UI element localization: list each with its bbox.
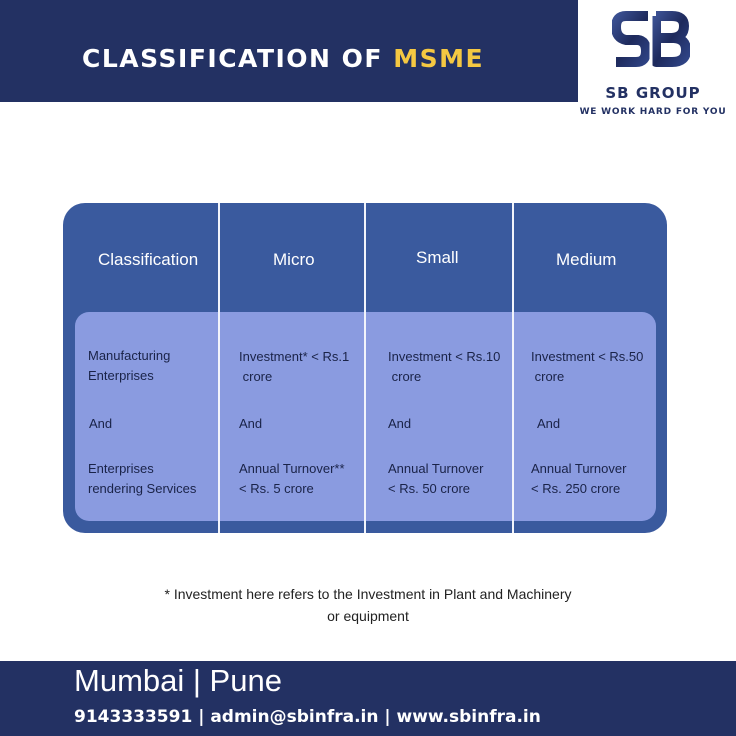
header-micro: Micro <box>273 250 315 269</box>
cell-line: Annual Turnover <box>531 461 627 476</box>
footnote <box>0 583 736 627</box>
footnote-line: * Investment here refers to the Investment in Plant and Machinery <box>164 586 572 602</box>
cell-small-row2: And <box>388 416 412 431</box>
column-divider <box>364 203 366 533</box>
cell-line: Annual Turnover <box>388 461 484 476</box>
cell-line: Manufacturing <box>88 348 171 363</box>
footer-contact: 9143333591 | admin@sbinfra.in | www.sbinfra.in <box>74 707 541 727</box>
cell-line: Investment < Rs.50 <box>531 349 644 364</box>
footer-cities: Mumbai | Pune <box>74 663 282 698</box>
cell-micro-row2: And <box>239 416 263 431</box>
cell-micro-row3 <box>239 459 345 499</box>
cell-micro-row1 <box>239 347 349 387</box>
cell-line: Enterprises <box>88 368 154 383</box>
page-title <box>82 40 484 78</box>
logo-tagline: WE WORK HARD FOR YOU <box>579 107 727 117</box>
column-divider <box>218 203 220 533</box>
cell-line: Enterprises <box>88 461 154 476</box>
cell-medium-row1 <box>531 347 643 387</box>
header-classification: Classification <box>98 250 199 269</box>
cell-small-row3 <box>388 459 483 499</box>
cell-line: Investment* < Rs.1 <box>239 349 350 364</box>
column-divider <box>512 203 514 533</box>
cell-line: Investment < Rs.10 <box>388 349 501 364</box>
cell-classification-row2: And <box>89 416 113 431</box>
title-highlight: MSME <box>393 44 485 73</box>
sb-logo-icon <box>612 10 690 80</box>
cell-line: crore <box>388 369 422 384</box>
cell-classification-row1 <box>88 346 170 386</box>
cell-line: < Rs. 250 crore <box>531 481 621 496</box>
footnote-line: or equipment <box>327 608 409 624</box>
title-prefix: CLASSIFICATION OF <box>82 44 394 73</box>
cell-line: < Rs. 5 crore <box>239 481 314 496</box>
header-small: Small <box>416 248 459 267</box>
cell-classification-row3 <box>88 459 196 499</box>
logo-name: SB GROUP <box>605 84 701 102</box>
logo <box>578 0 736 120</box>
cell-small-row1 <box>388 347 500 387</box>
cell-line: crore <box>239 369 273 384</box>
header-medium: Medium <box>556 250 617 269</box>
cell-medium-row3 <box>531 459 626 499</box>
cell-medium-row2: And <box>537 416 561 431</box>
cell-line: crore <box>531 369 565 384</box>
cell-line: rendering Services <box>88 481 197 496</box>
cell-line: < Rs. 50 crore <box>388 481 471 496</box>
cell-line: Annual Turnover** <box>239 461 345 476</box>
